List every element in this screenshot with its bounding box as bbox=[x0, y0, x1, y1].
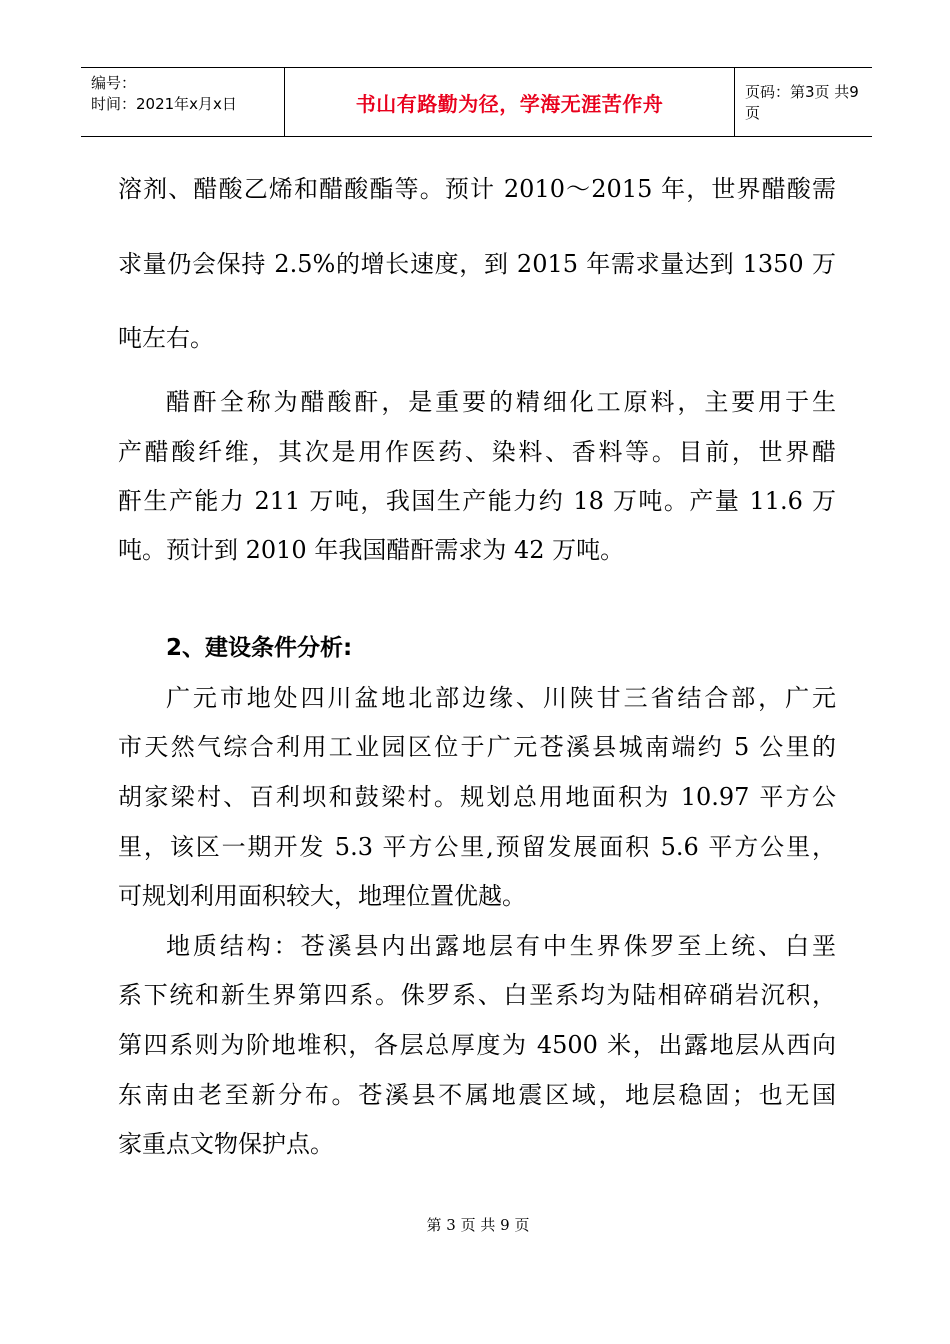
paragraph-line: 系下统和新生界第四系。侏罗系、白垩系均为陆相碎硝岩沉积， bbox=[118, 981, 836, 1009]
page-number-cell bbox=[735, 68, 872, 136]
paragraph-line: 里，该区一期开发 5.3 平方公里,预留发展面积 5.6 平方公里， bbox=[118, 833, 836, 861]
paragraph-line: 地质结构：苍溪县内出露地层有中生界侏罗至上统、白垩 bbox=[166, 932, 836, 960]
paragraph-line: 溶剂、醋酸乙烯和醋酸酯等。预计 2010～2015 年，世界醋酸需 bbox=[118, 175, 836, 203]
paragraph-line: 酐生产能力 211 万吨，我国生产能力约 18 万吨。产量 11.6 万 bbox=[118, 487, 836, 515]
page-footer: 第 3 页 共 9 页 bbox=[426, 1216, 530, 1234]
header-meta-cell bbox=[81, 68, 285, 136]
paragraph-line: 产醋酸纤维，其次是用作医药、染料、香料等。目前，世界醋 bbox=[118, 438, 836, 466]
date-label: 时间：2021年x月x日 bbox=[91, 95, 237, 113]
motto-text: 书山有路勤为径，学海无涯苦作舟 bbox=[355, 91, 664, 116]
header-table bbox=[81, 67, 872, 137]
paragraph-line: 市天然气综合利用工业园区位于广元苍溪县城南端约 5 公里的 bbox=[118, 733, 836, 761]
paragraph-line: 可规划利用面积较大，地理位置优越。 bbox=[118, 882, 526, 910]
header-motto-cell bbox=[285, 68, 735, 136]
paragraph-line: 家重点文物保护点。 bbox=[118, 1130, 334, 1158]
paragraph-line: 求量仍会保持 2.5%的增长速度，到 2015 年需求量达到 1350 万 bbox=[118, 250, 836, 278]
paragraph-line: 胡家梁村、百利坝和鼓梁村。规划总用地面积为 10.97 平方公 bbox=[118, 783, 836, 811]
paragraph-line: 吨。预计到 2010 年我国醋酐需求为 42 万吨。 bbox=[118, 536, 625, 564]
section-heading: 2、建设条件分析: bbox=[166, 635, 353, 661]
paragraph-line: 醋酐全称为醋酸酐，是重要的精细化工原料，主要用于生 bbox=[166, 388, 836, 416]
page-label: 页码：第3页 共9页 bbox=[745, 83, 859, 122]
code-label: 编号： bbox=[91, 74, 137, 92]
paragraph-line: 东南由老至新分布。苍溪县不属地震区域，地层稳固；也无国 bbox=[118, 1081, 836, 1109]
paragraph-line: 广元市地处四川盆地北部边缘、川陕甘三省结合部，广元 bbox=[166, 684, 836, 712]
paragraph-line: 第四系则为阶地堆积，各层总厚度为 4500 米，出露地层从西向 bbox=[118, 1031, 836, 1059]
paragraph-line: 吨左右。 bbox=[118, 324, 214, 352]
